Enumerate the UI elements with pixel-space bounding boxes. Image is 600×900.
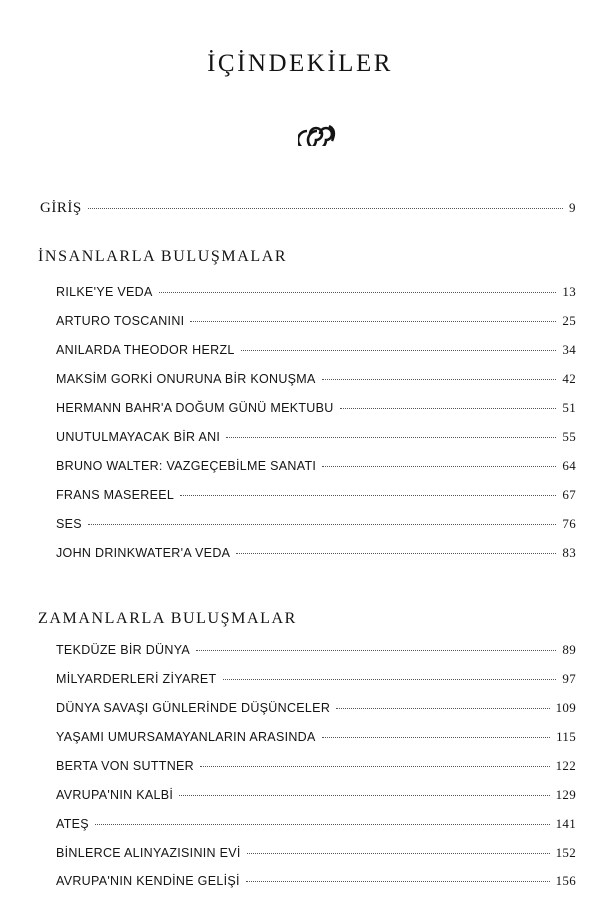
toc-entry-label: HERMANN BAHR'A DOĞUM GÜNÜ MEKTUBU [56, 401, 334, 415]
toc-entry-page: 76 [562, 516, 576, 531]
dot-leader [88, 207, 563, 209]
toc-entry-label: BRUNO WALTER: VAZGEÇEBİLME SANATI [56, 459, 317, 473]
dot-leader [226, 436, 556, 438]
toc-entry-page: 115 [556, 729, 576, 744]
toc-entry-label: DÜNYA SAVAŞI GÜNLERİNDE DÜŞÜNCELER [56, 701, 331, 715]
toc-entry-page: 141 [555, 816, 576, 831]
toc-entry-page: 67 [562, 487, 576, 502]
swirl-ornament-icon [298, 122, 342, 146]
toc-entry-label: BERTA VON SUTTNER [56, 759, 194, 773]
dot-leader [246, 880, 550, 882]
toc-entry [56, 487, 576, 503]
dot-leader [322, 736, 550, 738]
section-title: İNSANLARLA BULUŞMALAR [38, 248, 288, 265]
toc-entry-label: TEKDÜZE BİR DÜNYA [56, 643, 191, 657]
dot-leader [247, 852, 550, 854]
page-title: İÇİNDEKİLER [207, 50, 393, 77]
dot-leader [340, 407, 557, 409]
toc-entry [56, 545, 576, 561]
toc-entry-intro [40, 200, 576, 217]
toc-entry-label: GİRİŞ [40, 200, 82, 216]
dot-leader [322, 378, 557, 380]
toc-entry [56, 671, 576, 687]
toc-entry-page: 13 [562, 284, 576, 299]
dot-leader [159, 291, 557, 293]
dot-leader [223, 678, 557, 680]
toc-entry-page: 51 [562, 400, 576, 415]
toc-entry [56, 284, 576, 300]
toc-entry-page: 9 [569, 200, 576, 215]
toc-entry-page: 25 [562, 313, 576, 328]
toc-entry [56, 429, 576, 445]
toc-entry-label: FRANS MASEREEL [56, 488, 175, 502]
dot-leader [241, 349, 557, 351]
toc-entry [56, 758, 576, 774]
toc-entry [56, 845, 576, 861]
toc-entry [56, 700, 576, 716]
dot-leader [322, 465, 556, 467]
toc-entry [56, 873, 576, 889]
dot-leader [180, 494, 556, 496]
toc-entry-page: 122 [555, 758, 576, 773]
toc-entry [56, 642, 576, 658]
toc-entry-page: 34 [562, 342, 576, 357]
toc-entry-page: 129 [555, 787, 576, 802]
toc-entry-label: ARTURO TOSCANINI [56, 314, 185, 328]
dot-leader [179, 794, 549, 796]
dot-leader [196, 649, 556, 651]
toc-entry [56, 729, 576, 745]
toc-entry-label: MAKSİM GORKİ ONURUNA BİR KONUŞMA [56, 372, 316, 386]
dot-leader [336, 707, 549, 709]
toc-entry-page: 152 [555, 845, 576, 860]
toc-entry [56, 458, 576, 474]
toc-entry-label: AVRUPA'NIN KALBİ [56, 788, 174, 802]
dot-leader [190, 320, 556, 322]
section-title: ZAMANLARLA BULUŞMALAR [38, 610, 297, 627]
toc-entry-label: UNUTULMAYACAK BİR ANI [56, 430, 221, 444]
toc-entry [56, 313, 576, 329]
toc-entry-label: BİNLERCE ALINYAZISININ EVİ [56, 846, 241, 860]
dot-leader [95, 823, 550, 825]
toc-entry-label: RILKE'YE VEDA [56, 285, 153, 299]
toc-entry-label: ATEŞ [56, 817, 89, 831]
toc-entry-page: 64 [562, 458, 576, 473]
toc-entry-page: 109 [555, 700, 576, 715]
toc-entry-label: YAŞAMI UMURSAMAYANLARIN ARASINDA [56, 730, 316, 744]
toc-entry [56, 787, 576, 803]
toc-entry [56, 342, 576, 358]
toc-entry-page: 42 [562, 371, 576, 386]
toc-entry-page: 156 [555, 873, 576, 888]
dot-leader [88, 523, 556, 525]
toc-entry-page: 83 [562, 545, 576, 560]
toc-entry-page: 97 [562, 671, 576, 686]
toc-entry-label: ANILARDA THEODOR HERZL [56, 343, 235, 357]
toc-entry-label: AVRUPA'NIN KENDİNE GELİŞİ [56, 874, 240, 888]
toc-entry-page: 89 [562, 642, 576, 657]
toc-entry-label: JOHN DRINKWATER'A VEDA [56, 546, 231, 560]
toc-entry-page: 55 [562, 429, 576, 444]
toc-entry-label: MİLYARDERLERİ ZİYARET [56, 672, 217, 686]
dot-leader [200, 765, 550, 767]
dot-leader [236, 552, 556, 554]
toc-entry [56, 400, 576, 416]
toc-entry [56, 371, 576, 387]
toc-entry [56, 816, 576, 832]
toc-entry-label: SES [56, 517, 82, 531]
toc-entry [56, 516, 576, 532]
